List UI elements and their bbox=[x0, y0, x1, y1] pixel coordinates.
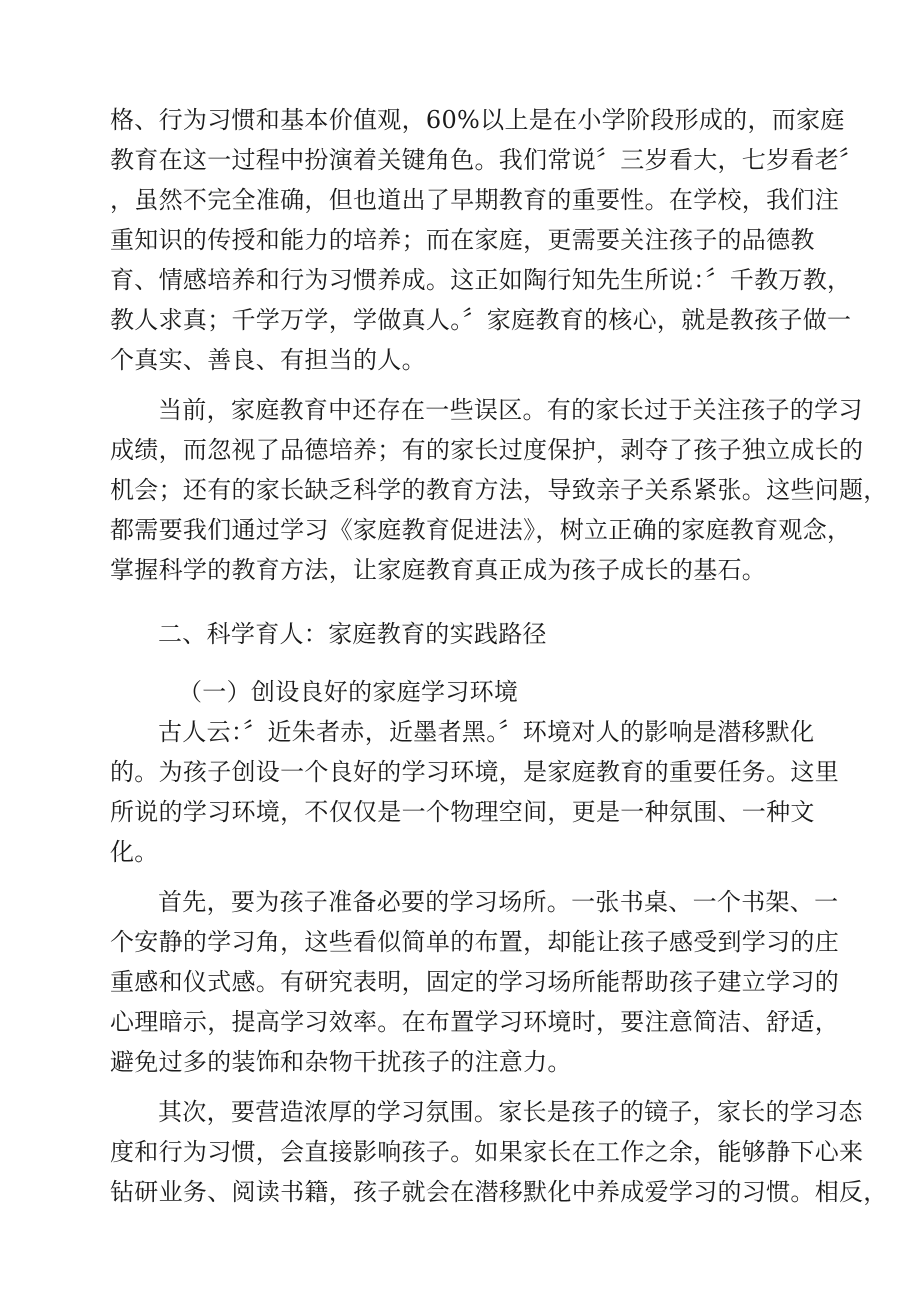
text-line: 重知识的传授和能力的培养；而在家庭，更需要关注孩子的品德教 bbox=[110, 226, 815, 254]
paragraph-5 bbox=[110, 1092, 888, 1252]
text-line: 机会；还有的家长缺乏科学的教育方法，导致亲子关系紧张。这些问题， bbox=[110, 476, 888, 504]
text-line: 度和行为习惯，会直接影响孩子。如果家长在工作之余，能够静下心来 bbox=[110, 1138, 864, 1166]
text-line: 其次，要营造浓厚的学习氛围。家长是孩子的镜子，家长的学习态 bbox=[158, 1098, 863, 1126]
text-line: 当前，家庭教育中还存在一些误区。有的家长过于关注孩子的学习 bbox=[158, 396, 863, 424]
text-line: 教育在这一过程中扮演着关键角色。我们常说〞三岁看大，七岁看老〞 bbox=[110, 146, 864, 174]
paragraph-4 bbox=[110, 882, 839, 1082]
text-line: 掌握科学的教育方法，让家庭教育真正成为孩子成长的基石。 bbox=[110, 556, 767, 584]
text-line: 古人云：〞近朱者赤，近墨者黑。〞环境对人的影响是潜移默化 bbox=[158, 718, 815, 746]
text-line: 教人求真；千学万学，学做真人。〞家庭教育的核心，就是教孩子做一 bbox=[110, 306, 852, 334]
text-line: 化。 bbox=[110, 838, 159, 866]
text-line: 成绩，而忽视了品德培养；有的家长过度保护，剥夺了孩子独立成长的 bbox=[110, 436, 864, 464]
paragraph-1 bbox=[110, 100, 864, 380]
text-line: ，虽然不完全准确，但也道出了早期教育的重要性。在学校，我们注 bbox=[110, 186, 839, 214]
text-line: 避免过多的装饰和杂物干扰孩子的注意力。 bbox=[110, 1048, 572, 1076]
text-line: 育、情感培养和行为习惯养成。这正如陶行知先生所说：〞千教万教， bbox=[110, 266, 852, 294]
text-line: 心理暗示，提高学习效率。在布置学习环境时，要注意简洁、舒适， bbox=[110, 1008, 839, 1036]
text-line: 重感和仪式感。有研究表明，固定的学习场所能帮助孩子建立学习的 bbox=[110, 968, 839, 996]
subsection-heading: （一）创设良好的家庭学习环境 bbox=[178, 678, 519, 706]
text-line: 个安静的学习角，这些看似简单的布置，却能让孩子感受到学习的庄 bbox=[110, 928, 839, 956]
text-line bbox=[110, 1212, 822, 1252]
paragraph-3 bbox=[110, 712, 839, 872]
text-line: 的。为孩子创设一个良好的学习环境，是家庭教育的重要任务。这里 bbox=[110, 758, 839, 786]
text-line: 都需要我们通过学习《家庭教育促进法》，树立正确的家庭教育观念， bbox=[110, 516, 852, 544]
section-heading: 二、科学育人：家庭教育的实践路径 bbox=[158, 620, 547, 648]
text-line: 格、行为习惯和基本价值观，60%以上是在小学阶段形成的，而家庭 bbox=[110, 106, 845, 134]
text-line: 个真实、善良、有担当的人。 bbox=[110, 346, 426, 374]
paragraph-2 bbox=[110, 390, 888, 590]
document-page bbox=[110, 100, 888, 1252]
text-line: 钻研业务、阅读书籍，孩子就会在潜移默化中养成爱学习的习惯。相反， bbox=[110, 1178, 888, 1206]
text-line: 首先，要为孩子准备必要的学习场所。一张书桌、一个书架、一 bbox=[158, 888, 839, 916]
text-line: 所说的学习环境，不仅仅是一个物理空间，更是一种氛围、一种文 bbox=[110, 798, 815, 826]
